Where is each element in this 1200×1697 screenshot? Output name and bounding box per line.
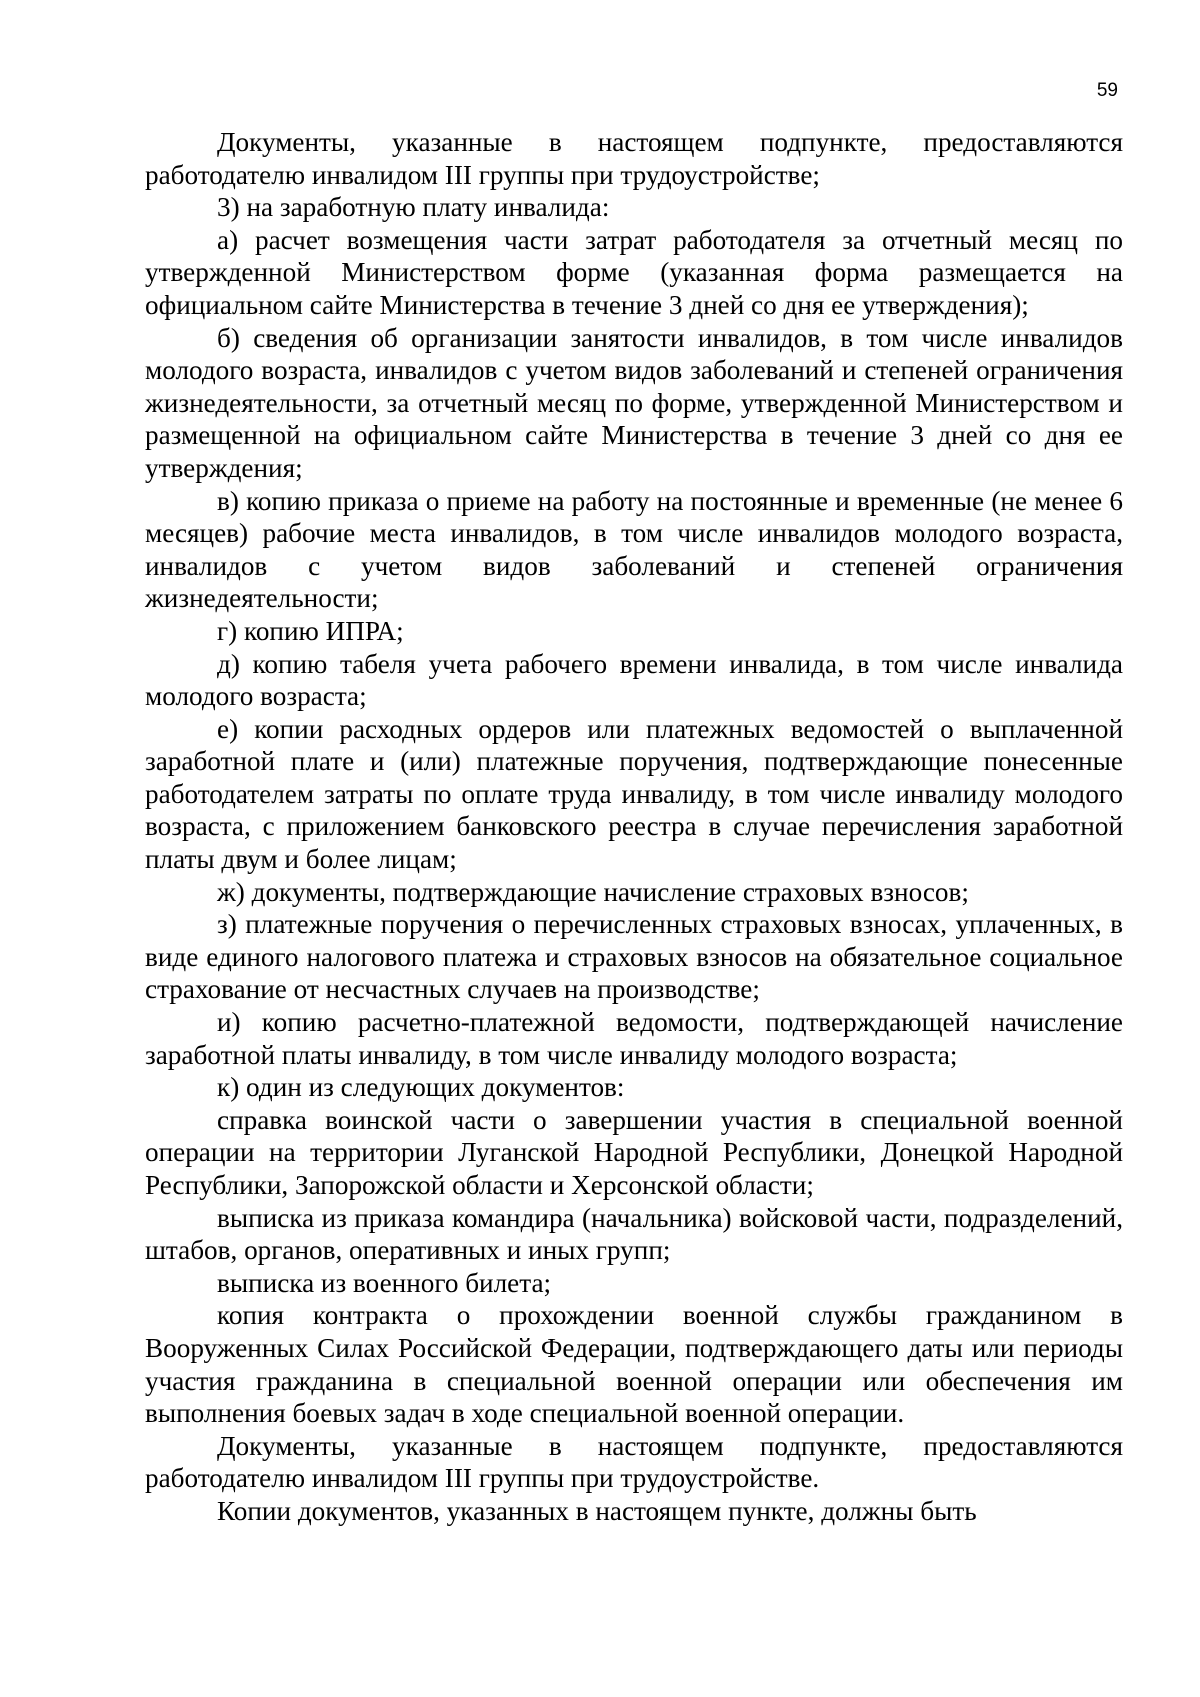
paragraph-documents-note: Документы, указанные в настоящем подпункте, предоставляются работодателю инвалидом III группы при трудоустройстве; — [145, 127, 1123, 190]
paragraph-item-v: в) копию приказа о приеме на работу на постоянные и временные (не менее 6 месяцев) рабочие места инвалидов, в том числе инвалидов молодого возраста, инвалидов с учетом видов заболеваний и степеней ограничения жизнедеятельности; — [145, 485, 1123, 614]
paragraph-item-i: и) копию расчетно-платежной ведомости, подтверждающей начисление заработной платы инвалиду, в том числе инвалиду молодого возраста; — [145, 1007, 1123, 1070]
paragraph-commander-order-extract: выписка из приказа командира (начальника) войсковой части, подразделений, штабов, органов, оперативных и иных групп; — [145, 1202, 1123, 1266]
paragraph-item-d: д) копию табеля учета рабочего времени инвалида, в том числе инвалида молодого возраста; — [145, 648, 1123, 712]
document-body — [145, 126, 1123, 1528]
paragraph-copies-requirement: Копии документов, указанных в настоящем пункте, должны быть — [217, 1495, 977, 1526]
paragraph-item-z: з) платежные поручения о перечисленных страховых взносах, уплаченных, в виде единого налогового платежа и страховых взносов на обязательное социальное страхование от несчастных случаев на производстве; — [145, 909, 1123, 1005]
paragraph-service-contract-copy: копия контракта о прохождении военной службы гражданином в Вооруженных Силах Российской Федерации, подтверждающего даты или периоды участия гражданина в специальной военной операции или обеспечения им выполнения боевых задач в ходе специальной военной операции. — [145, 1300, 1123, 1429]
paragraph-military-unit-certificate: справка воинской части о завершении участия в специальной военной операции на территории Луганской Народной Республики, Донецкой Народной Республики, Запорожской области и Херсонской области; — [145, 1104, 1123, 1200]
paragraph-item-3: 3) на заработную плату инвалида: — [217, 192, 610, 223]
page-number: 59 — [1096, 80, 1118, 101]
paragraph-item-a: а) расчет возмещения части затрат работодателя за отчетный месяц по утвержденной Министерством форме (указанная форма размещается на официальном сайте Министерства в течение 3 дней со дня ее утверждения); — [145, 224, 1123, 320]
paragraph-military-id-extract: выписка из военного билета; — [217, 1267, 552, 1298]
paragraph-item-zh: ж) документы, подтверждающие начисление страховых взносов; — [217, 876, 969, 907]
paragraph-item-b: б) сведения об организации занятости инвалидов, в том числе инвалидов молодого возраста, инвалидов с учетом видов заболеваний и степеней ограничения жизнедеятельности, за отчетный месяц по форме, утвержденной Министерством и размещенной на официальном сайте Министерства в течение 3 дней со дня ее утверждения; — [145, 322, 1123, 483]
paragraph-item-e: е) копии расходных ордеров или платежных ведомостей о выплаченной заработной плате и (или) платежные поручения, подтверждающие понесенные работодателем затраты по оплате труда инвалиду, в том числе инвалиду молодого возраста, с приложением банковского реестра в случае перечисления заработной платы двум и более лицам; — [145, 713, 1123, 875]
paragraph-item-g: г) копию ИПРА; — [217, 615, 404, 646]
paragraph-documents-note-final: Документы, указанные в настоящем подпункте, предоставляются работодателю инвалидом III группы при трудоустройстве. — [145, 1430, 1123, 1494]
paragraph-item-k: к) один из следующих документов: — [217, 1072, 625, 1103]
